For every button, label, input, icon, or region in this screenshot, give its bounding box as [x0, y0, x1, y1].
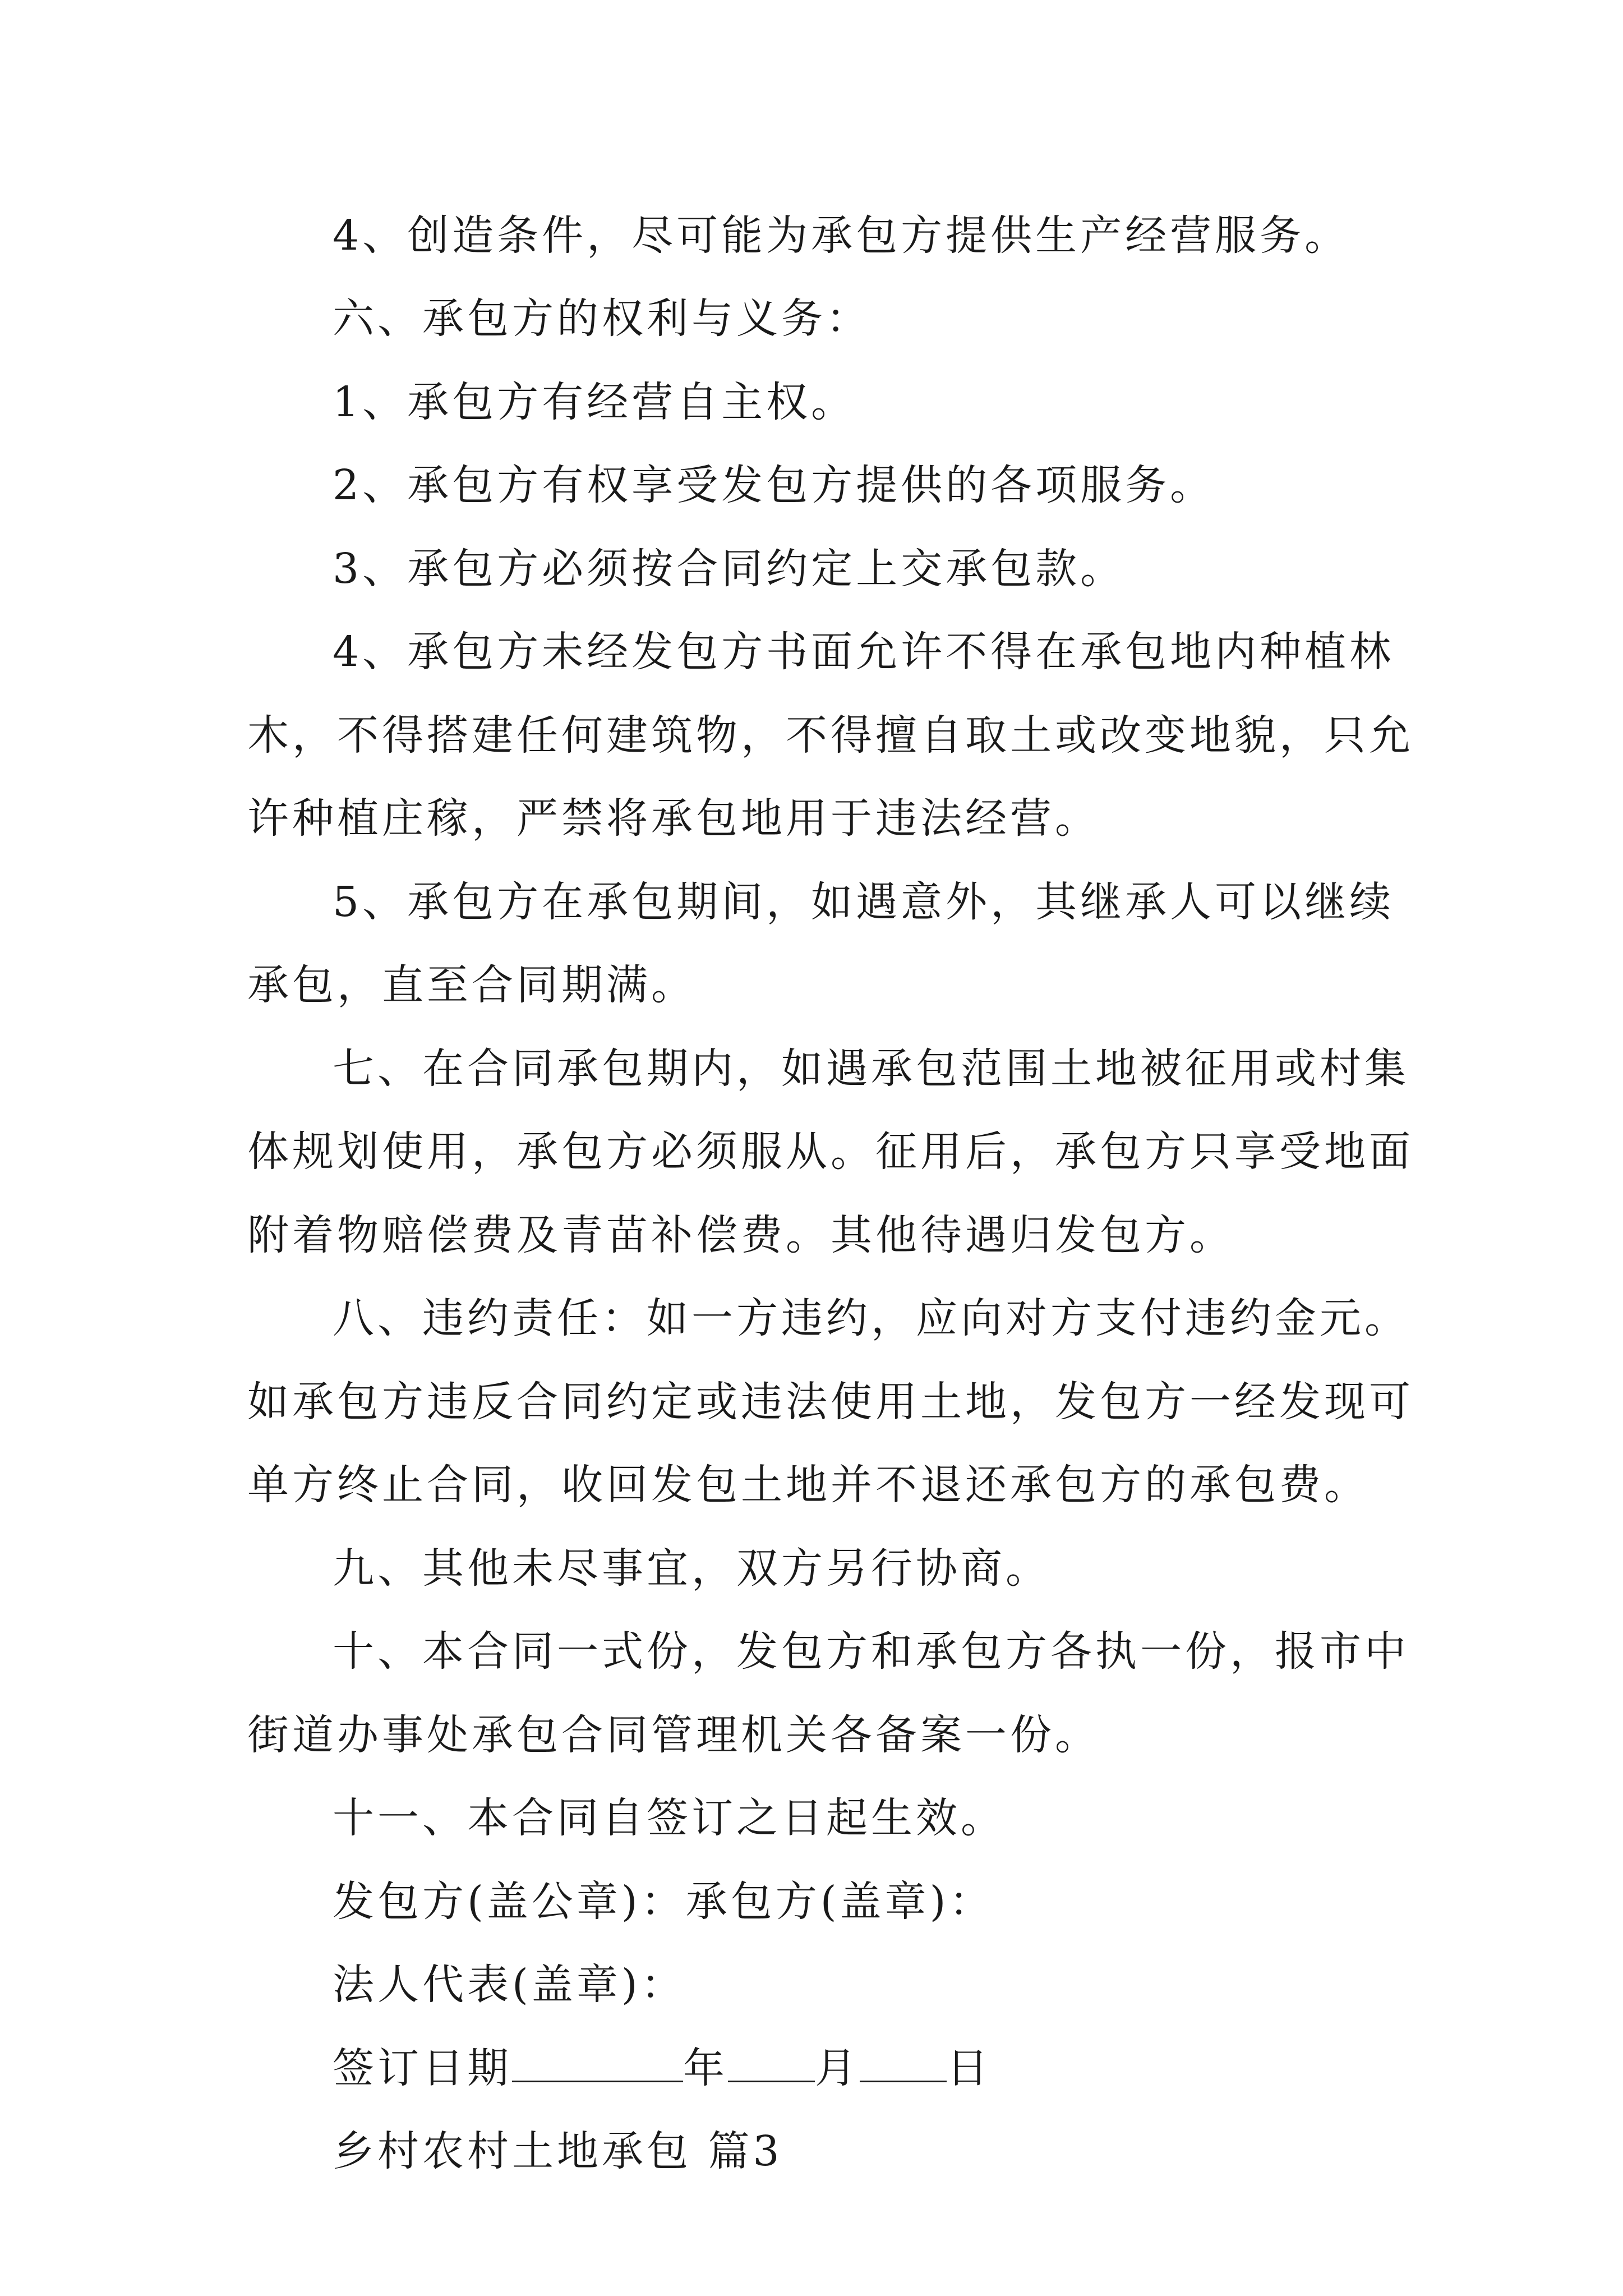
- paragraph-line: 七、在合同承包期内，如遇承包范围土地被征用或村集: [333, 1045, 1409, 1093]
- paragraph-line: 1、承包方有经营自主权。: [333, 378, 856, 426]
- paragraph-line: 4、创造条件，尽可能为承包方提供生产经营服务。: [333, 211, 1350, 260]
- paragraph-line: 十一、本合同自签订之日起生效。: [333, 1794, 1006, 1842]
- paragraph-line: 承包，直至合同期满。: [247, 961, 696, 1009]
- paragraph-line: 许种植庄稼，严禁将承包地用于违法经营。: [247, 794, 1100, 843]
- day-label: 日: [947, 2044, 992, 2092]
- signing-date: [333, 2043, 992, 2093]
- paragraph-line: 九、其他未尽事宜，双方另行协商。: [333, 1544, 1050, 1593]
- signing-date-label: 签订日期: [333, 2044, 512, 2092]
- paragraph-line: 木，不得搭建任何建筑物，不得擅自取土或改变地貌，只允: [247, 711, 1414, 760]
- day-blank: [860, 2046, 947, 2082]
- paragraph-line: 如承包方违反合同约定或违法使用土地，发包方一经发现可: [247, 1378, 1414, 1426]
- paragraph-line: 5、承包方在承包期间，如遇意外，其继承人可以继续: [333, 878, 1395, 926]
- paragraph-line: 街道办事处承包合同管理机关各备案一份。: [247, 1711, 1100, 1759]
- paragraph-line: 附着物赔偿费及青苗补偿费。其他待遇归发包方。: [247, 1211, 1234, 1259]
- signature-parties: 发包方(盖公章)：承包方(盖章)：: [333, 1878, 994, 1926]
- year-label: 年: [683, 2044, 728, 2092]
- paragraph-line: 3、承包方必须按合同约定上交承包款。: [333, 545, 1126, 593]
- month-label: 月: [815, 2044, 860, 2092]
- paragraph-line: 八、违约责任：如一方违约，应向对方支付违约金元。: [333, 1294, 1409, 1342]
- paragraph-line: 十、本合同一式份，发包方和承包方各执一份，报市中: [333, 1627, 1409, 1676]
- legal-representative: 法人代表(盖章)：: [333, 1961, 686, 2009]
- month-blank: [728, 2046, 815, 2082]
- paragraph-line: 体规划使用，承包方必须服从。征用后，承包方只享受地面: [247, 1128, 1414, 1176]
- paragraph-line: 2、承包方有权享受发包方提供的各项服务。: [333, 461, 1215, 509]
- next-section-title: 乡村农村土地承包 篇3: [333, 2127, 783, 2175]
- paragraph-line: 4、承包方未经发包方书面允许不得在承包地内种植林: [333, 628, 1395, 676]
- paragraph-line: 单方终止合同，收回发包土地并不退还承包方的承包费。: [247, 1461, 1369, 1509]
- year-blank: [512, 2046, 683, 2082]
- section-heading: 六、承包方的权利与义务：: [333, 295, 871, 343]
